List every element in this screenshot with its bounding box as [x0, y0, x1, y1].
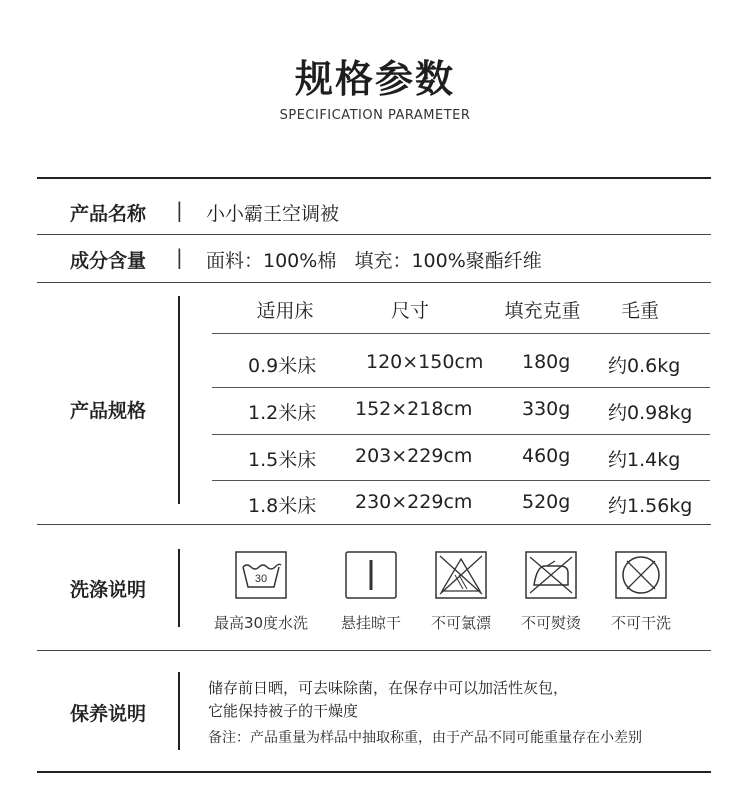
- care-line-1: 储存前日晒，可去味除菌，在保存中可以加活性灰包，: [208, 679, 569, 697]
- spec-label: 产品规格: [70, 400, 147, 422]
- wash-label: 洗涤说明: [70, 579, 147, 601]
- spec-row-divider: [212, 387, 710, 388]
- spec-cell-bed: 1.5米床: [248, 449, 317, 471]
- page-subtitle: SPECIFICATION PARAMETER: [279, 108, 471, 123]
- spec-cell-gross-weight: 约1.56kg: [608, 495, 693, 517]
- care-note: 备注：产品重量为样品中抽取称重，由于产品不同可能重量存在小差别: [208, 730, 642, 746]
- care-label: 保养说明: [70, 703, 147, 725]
- spec-cell-fill-weight: 330g: [522, 398, 571, 420]
- row-divider: [37, 524, 711, 525]
- spec-row-divider: [212, 434, 710, 435]
- composition-label: 成分含量: [70, 250, 147, 272]
- page-title: 规格参数: [294, 57, 455, 101]
- no-bleach-icon: [435, 551, 487, 599]
- product-name-separator: |: [176, 198, 183, 222]
- spec-cell-size: 230×229cm: [355, 491, 473, 513]
- care-vertical-bar: [178, 672, 180, 750]
- spec-header-gross-weight: 毛重: [620, 300, 659, 322]
- spec-cell-fill-weight: 520g: [522, 491, 571, 513]
- row-divider: [37, 234, 711, 235]
- spec-cell-bed: 0.9米床: [248, 355, 317, 377]
- composition-separator: |: [176, 245, 183, 269]
- spec-cell-size: 120×150cm: [366, 351, 484, 373]
- spec-cell-fill-weight: 180g: [522, 351, 571, 373]
- no-iron-caption: 不可熨烫: [520, 614, 581, 632]
- spec-vertical-bar: [178, 296, 180, 504]
- no-iron-icon: [525, 551, 577, 599]
- spec-row-divider: [212, 480, 710, 481]
- spec-cell-size: 152×218cm: [355, 398, 473, 420]
- spec-row-divider: [212, 333, 710, 334]
- product-name-label: 产品名称: [70, 203, 147, 225]
- table-bottom-border: [37, 771, 711, 773]
- row-divider: [37, 650, 711, 651]
- no-bleach-caption: 不可氯漂: [430, 614, 491, 632]
- row-divider: [37, 282, 711, 283]
- spec-cell-gross-weight: 约1.4kg: [608, 449, 681, 471]
- care-line-2: 它能保持被子的干燥度: [208, 702, 359, 720]
- hang-dry-icon: [345, 551, 397, 599]
- spec-header-fill-weight: 填充克重: [504, 300, 581, 322]
- spec-cell-gross-weight: 约0.98kg: [608, 402, 693, 424]
- composition-value: 面料：100%棉 填充：100%聚酯纤维: [206, 250, 542, 272]
- hang-dry-caption: 悬挂晾干: [340, 614, 401, 632]
- wash-temp: 30: [254, 573, 268, 585]
- spec-cell-bed: 1.8米床: [248, 495, 317, 517]
- product-name-value: 小小霸王空调被: [206, 203, 340, 225]
- table-top-border: [37, 177, 711, 179]
- spec-cell-gross-weight: 约0.6kg: [608, 355, 681, 377]
- wash-vertical-bar: [178, 549, 180, 627]
- spec-header-size: 尺寸: [390, 300, 429, 322]
- no-dry-clean-caption: 不可干洗: [610, 614, 671, 632]
- wash-30-caption: 最高30度水洗: [213, 614, 309, 632]
- spec-cell-size: 203×229cm: [355, 445, 473, 467]
- wash-30-icon: [235, 551, 287, 599]
- no-dry-clean-icon: [615, 551, 667, 599]
- spec-cell-fill-weight: 460g: [522, 445, 571, 467]
- spec-cell-bed: 1.2米床: [248, 402, 317, 424]
- spec-header-bed: 适用床: [256, 300, 314, 322]
